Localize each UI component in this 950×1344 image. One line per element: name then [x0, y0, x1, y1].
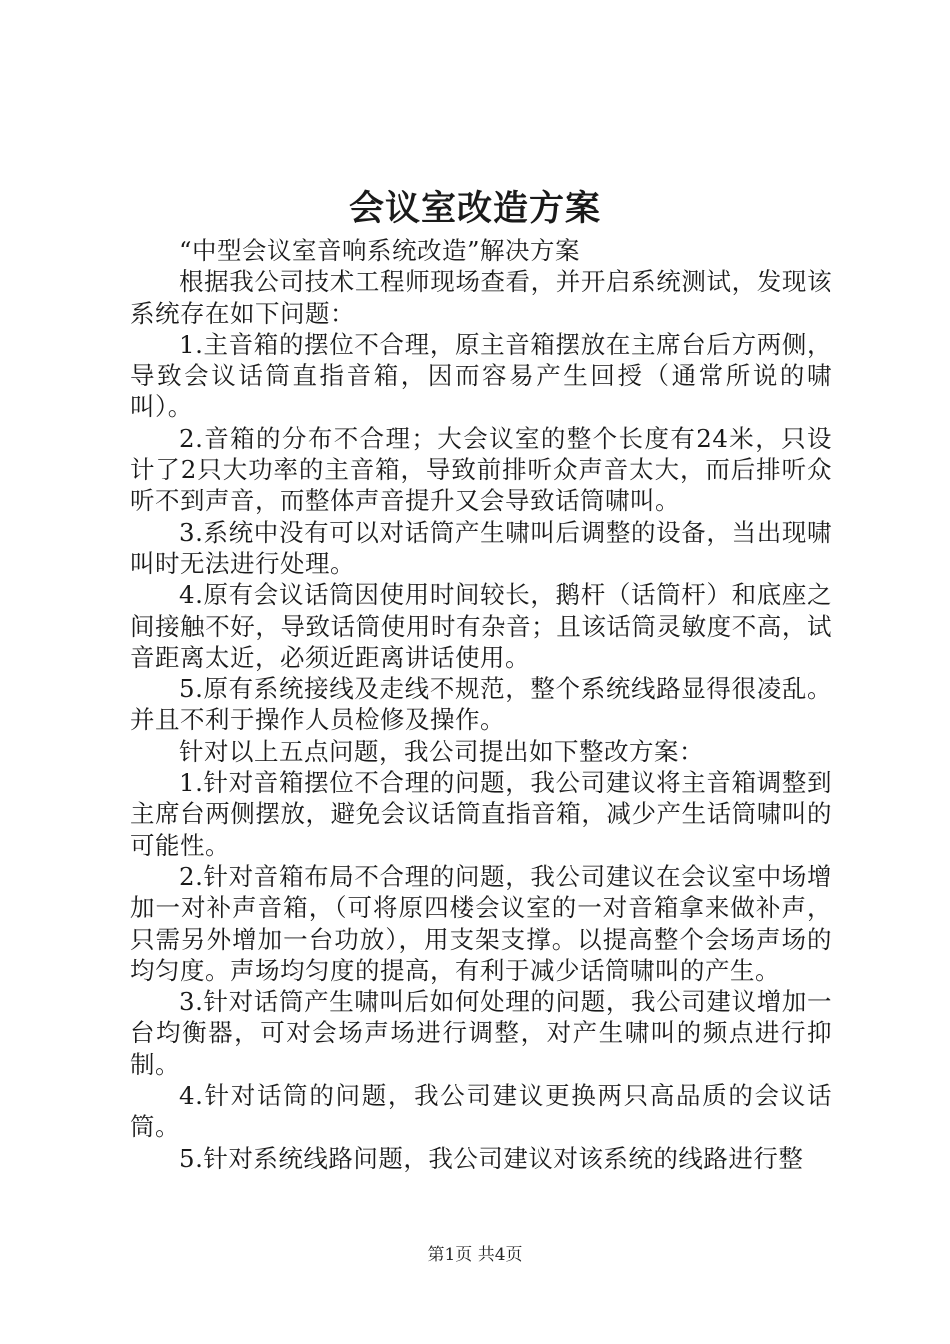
- paragraph-intro: 根据我公司技术工程师现场查看，并开启系统测试，发现该系统存在如下问题：: [130, 267, 832, 328]
- page-number-footer: 第1页 共4页: [427, 1245, 523, 1265]
- paragraph-solution-3: 3.针对话筒产生啸叫后如何处理的问题，我公司建议增加一台均衡器，可对会场声场进行调整，对产生啸叫的频点进行抑制。: [130, 987, 832, 1079]
- paragraph-problem-4: 4.原有会议话筒因使用时间较长，鹅杆（话筒杆）和底座之间接触不好，导致话筒使用时有杂音；且该话筒灵敏度不高，试音距离太近，必须近距离讲话使用。: [130, 580, 832, 672]
- paragraph-subtitle: “中型会议室音响系统改造”解决方案: [179, 236, 581, 265]
- paragraph-problem-3: 3.系统中没有可以对话筒产生啸叫后调整的设备，当出现啸叫时无法进行处理。: [130, 517, 832, 578]
- document-body: [130, 235, 832, 1174]
- document-title: 会议室改造方案: [348, 189, 601, 229]
- paragraph-solutions-intro: 针对以上五点问题，我公司提出如下整改方案：: [179, 736, 704, 766]
- paragraph-solution-4: 4.针对话筒的问题，我公司建议更换两只高品质的会议话筒。: [130, 1081, 832, 1142]
- paragraph-solution-1: 1.针对音箱摆位不合理的问题，我公司建议将主音箱调整到主席台两侧摆放，避免会议话筒直指音箱，减少产生话筒啸叫的可能性。: [130, 768, 832, 860]
- paragraph-problem-5: 5.原有系统接线及走线不规范，整个系统线路显得很凌乱。并且不利于操作人员检修及操作。: [130, 674, 832, 735]
- paragraph-problem-1: 1.主音箱的摆位不合理，原主音箱摆放在主席台后方两侧，导致会议话筒直指音箱，因而容易产生回授（通常所说的啸叫）。: [130, 329, 832, 422]
- paragraph-solution-5: 5.针对系统线路问题，我公司建议对该系统的线路进行整: [179, 1143, 804, 1173]
- paragraph-problem-2: 2.音箱的分布不合理；大会议室的整个长度有24米，只设计了2只大功率的主音箱，导致前排听众声音太大，而后排听众听不到声音，而整体声音提升又会导致话筒啸叫。: [130, 423, 832, 516]
- paragraph-solution-2: 2.针对音箱布局不合理的问题，我公司建议在会议室中场增加一对补声音箱，（可将原四楼会议室的一对音箱拿来做补声，只需另外增加一台功放），用支架支撑。以提高整个会场声场的均匀度。声场均匀度的提高，有利于减少话筒啸叫的产生。: [130, 861, 832, 985]
